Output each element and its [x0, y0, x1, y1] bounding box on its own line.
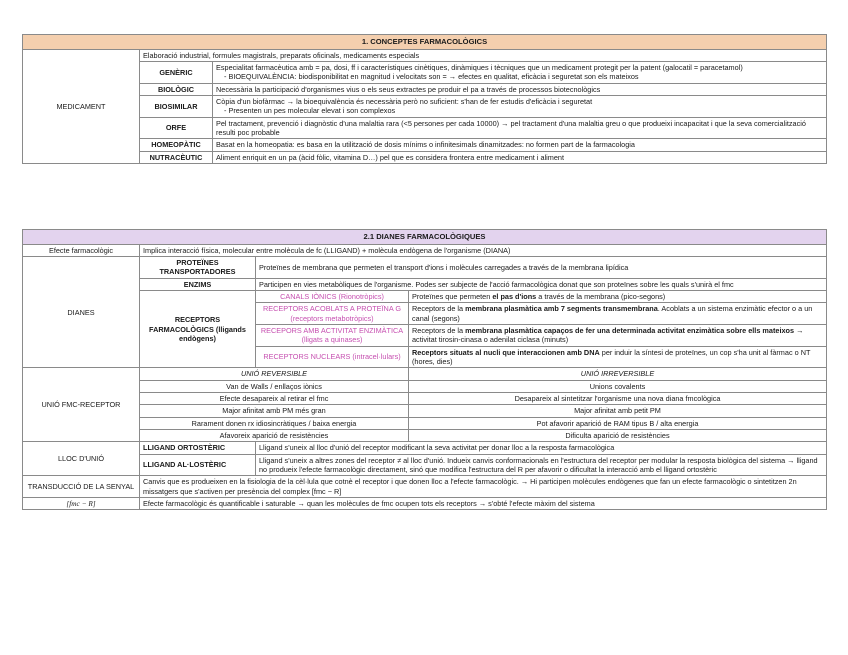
transduccio-label: TRANSDUCCIÓ DE LA SENYAL: [23, 476, 140, 498]
medicament-intro: Elaboració industrial, formules magistrals, preparats oficinals, medicaments especials: [140, 49, 827, 61]
term-label: ENZIMS: [140, 278, 256, 290]
reversible-header: UNIÓ REVERSIBLE: [140, 368, 409, 380]
section-title: 1. CONCEPTES FARMACOLÒGICS: [23, 35, 827, 50]
irreversible-cell: Desapareix al sintetitzar l'organisme una nova diana fmcològica: [409, 392, 827, 404]
reversible-cell: Major afinitat amb PM més gran: [140, 405, 409, 417]
term-label: PROTEÏNES TRANSPORTADORES: [140, 257, 256, 279]
term-definition: Participen en vies metabòliques de l'organisme. Podes ser subjecte de l'acció farmacològica donat que son proteïnes sobre les quals s'unirà el fmc: [256, 278, 827, 290]
receptor-description: Receptors situats al nucli que interaccionen amb DNA per induir la síntesi de proteïnes, un cop s'ha unit al fàrmac o NT (hores, dies): [409, 346, 827, 368]
term-label: NUTRACÈUTIC: [140, 151, 213, 163]
dianes-table: [22, 229, 827, 510]
irreversible-cell: Dificulta aparició de resistències: [409, 429, 827, 441]
irreversible-cell: Unions covalents: [409, 380, 827, 392]
term-definition: Lligand s'uneix a altres zones del receptor ≠ al lloc d'unió. Indueix canvis conformacionals en l'estructura del receptor per modular la resposta biològica del sistema → lligand no produeix l'efecte farmacològic directament, sinó que modifica l'estructura del R per afavorir o dificultat la interacció amb el lligand ortostèric: [256, 454, 827, 476]
term-definition: Basat en la homeopatia: es basa en la utilització de dosis mínims o infinitesimals dinamitzades: no formen part de la farmacologia: [213, 139, 827, 151]
term-definition: Aliment enriquit en un pa (àcid fòlic, vitamina D…) pel que es considera frontera entre medicament i aliment: [213, 151, 827, 163]
receptor-description: Proteïnes que permeten el pas d'ions a través de la membrana (pico-segons): [409, 291, 827, 303]
term-definition: Proteïnes de membrana que permeten el transport d'ions i molècules carregades a través de la membrana lipídica: [256, 257, 827, 279]
term-label: BIOSIMILAR: [140, 96, 213, 118]
term-label: HOMEOPÀTIC: [140, 139, 213, 151]
term-definition: Còpia d'un biofàrmac → la bioequivalència és necessària però no suficient: s'han de fer estudis d'eficàcia i seguretat - Presenten un pes molecular elevat i son complexos: [213, 96, 827, 118]
efecte-text: Implica interacció física, molecular entre molècula de fc (LLIGAND) + molècula endògena de l'organisme (DIANA): [140, 244, 827, 256]
term-definition: Pel tractament, prevenció i diagnòstic d'una malaltia rara (<5 persones per cada 10000) → pel tractament d'una malaltia greu o que produeixi incapacitat i que la seva comercialització resulti poc probable: [213, 117, 827, 139]
receptors-label: RECEPTORS FARMACOLÒGICS (lligands endògens): [140, 291, 256, 368]
unio-label: UNIÓ FMC-RECEPTOR: [23, 368, 140, 442]
reversible-cell: Efecte desapareix al retirar el fmc: [140, 392, 409, 404]
lloc-label: LLOC D'UNIÓ: [23, 442, 140, 476]
term-label: BIOLÒGIC: [140, 83, 213, 95]
fmc-r-label: [fmc − R]: [23, 497, 140, 509]
receptor-description: Receptors de la membrana plasmàtica amb 7 segments transmembrana. Acoblats a un sistema enzimàtic efector o a un canal (segons): [409, 303, 827, 325]
term-label: LLIGAND ORTOSTÈRIC: [140, 442, 256, 454]
receptor-type: RECEPTORS NUCLEARS (intracel·lulars): [256, 346, 409, 368]
transduccio-text: Canvis que es produeixen en la fisiologia de la cèl·lula que cotnè el receptor i que donen lloc a l'efecte farmacològic. → Hi participen molècules endògenes que fan un efecte farmacològic o sintetitzen 2n missatgers que s'activen per presència del complex [fmc − R]: [140, 476, 827, 498]
irreversible-header: UNIÓ IRREVERSIBLE: [409, 368, 827, 380]
receptor-type: CANALS IÒNICS (Rionotròpics): [256, 291, 409, 303]
term-label: ORFE: [140, 117, 213, 139]
term-definition: Lligand s'uneix al lloc d'unió del receptor modificant la seva activitat per donar lloc a la resposta farmacològica: [256, 442, 827, 454]
receptor-type: RECEPORS AMB ACTIVITAT ENZIMÀTICA (lligats a quinases): [256, 325, 409, 347]
reversible-cell: Van de Walls / enllaços iònics: [140, 380, 409, 392]
term-definition: Especialitat farmacèutica amb = pa, dosi, ff i característiques cinètiques, dinàmiques i tècniques que un medicament protegit per la patent (galocatil = paracetamol) - BIOEQUIVALÈNCIA: biodisponibilitat en magnitud i velocitats son = → efectes en qualitat, eficàcia i seguretat son els mateixos: [213, 62, 827, 84]
fmc-r-text: Efecte farmacològic és quantificable i saturable → quan les molècules de fmc ocupen tots els receptors → s'obté l'efecte màxim del sistema: [140, 497, 827, 509]
irreversible-cell: Pot afavorir aparició de RAM tipus B / alta energia: [409, 417, 827, 429]
irreversible-cell: Major afinitat amb petit PM: [409, 405, 827, 417]
efecte-label: Efecte farmacològic: [23, 244, 140, 256]
reversible-cell: Afavoreix aparició de resistències: [140, 429, 409, 441]
term-label: GENÈRIC: [140, 62, 213, 84]
term-definition: Necessària la participació d'organismes vius o els seus extractes pe produir el pa a través de processos biotecnològics: [213, 83, 827, 95]
dianes-label: DIANES: [23, 257, 140, 368]
term-label: LLIGAND AL·LOSTÈRIC: [140, 454, 256, 476]
receptor-description: Receptors de la membrana plasmàtica capaços de fer una determinada activitat enzimàtica sobre ells mateixos → activitat tirosin-cinasa o adenilat ciclasa (minuts): [409, 325, 827, 347]
reversible-cell: Rarament donen rx idiosincràtiques / baixa energia: [140, 417, 409, 429]
receptor-type: RECEPTORS ACOBLATS A PROTEÏNA G (receptors metabotròpics): [256, 303, 409, 325]
section-title: 2.1 DIANES FARMACOLÒGIQUES: [23, 230, 827, 245]
medicament-label: MEDICAMENT: [23, 49, 140, 163]
conceptes-table: [22, 34, 827, 164]
